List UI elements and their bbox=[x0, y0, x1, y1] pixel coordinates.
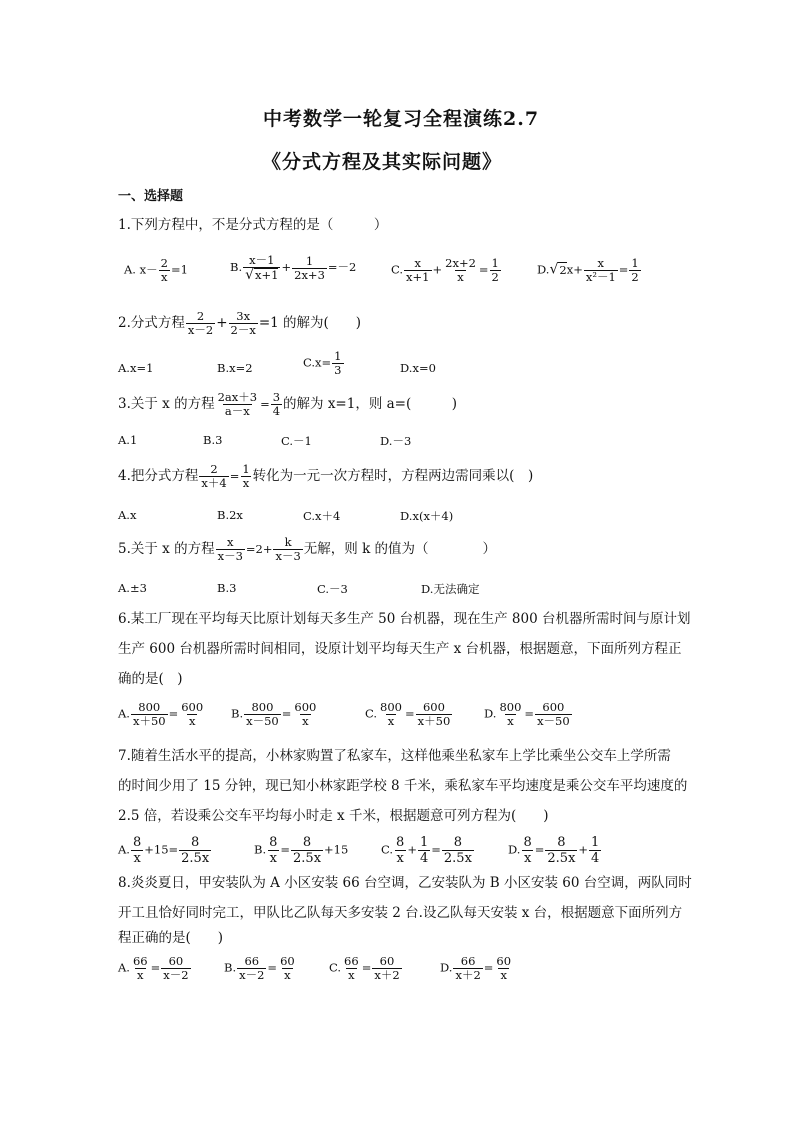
question-8-option-a: A. $\frac{66}{x}$ = $\frac{60}{x-2}$ bbox=[118, 954, 189, 982]
document-title: 中考数学一轮复习全程演练2.7 bbox=[263, 108, 540, 130]
question-4-option-d: D.x(x＋4) bbox=[400, 509, 454, 523]
question-5-stem: 5.关于 x 的方程 $\frac{x}{x-3}$ =2+ $\frac{k}{x-3}$ 无解，则 k 的值为（ ） bbox=[118, 535, 497, 563]
question-6-option-b: B. $\frac{800}{x-50}$ = $\frac{600}{x}$ bbox=[231, 700, 317, 728]
question-3-stem: 3.关于 x 的方程 $\frac{2ax+3}{a-x}$ = $\frac{3}{4}$ 的解为 x=1，则 a=( ) bbox=[118, 390, 458, 418]
question-6-line-2: 生产 600 台机器所需时间相同，设原计划平均每天生产 x 台机器，根据题意，下面所列方程正 bbox=[118, 641, 682, 657]
question-2-option-d: D.x=0 bbox=[400, 361, 436, 375]
question-4-option-c: C.x＋4 bbox=[303, 509, 341, 523]
question-1-stem: 1.下列方程中，不是分式方程的是（ ） bbox=[118, 217, 388, 233]
question-1-option-d: D.√2x+ $\frac{x}{\text{x²－1}}$ = $\frac{1}{2}$ bbox=[537, 256, 639, 284]
question-7-line-3: 2.5 倍，若设乘公交车平均每小时走 x 千米，根据题意可列方程为( ) bbox=[118, 808, 549, 824]
question-7-option-d: D. $\frac{8}{x}$ = $\frac{8}{2.5x}$ + $\frac{1}{4}$ bbox=[508, 835, 600, 866]
question-1-option-a: A. x－ $\frac{2}{x}$ =1 bbox=[124, 256, 188, 284]
question-5-option-c: C.－3 bbox=[317, 582, 348, 596]
question-7-line-1: 7.随着生活水平的提高，小林家购置了私家车，这样他乘坐私家车上学比乘坐公交车上学所需 bbox=[118, 748, 671, 764]
section-heading: 一、选择题 bbox=[118, 189, 184, 204]
question-2-option-b: B.x=2 bbox=[217, 361, 253, 375]
question-7-option-b: B. $\frac{8}{x}$ = $\frac{8}{2.5x}$ +15 bbox=[254, 835, 349, 866]
question-5-option-a: A.±3 bbox=[118, 581, 147, 595]
question-1-option-b: B. $\frac{x-1}{√x+1}$ + $\frac{1}{2x+3}$ =－2 bbox=[230, 253, 357, 283]
question-6-option-d: D. $\frac{800}{x}$ = $\frac{600}{x-50}$ bbox=[484, 700, 570, 728]
question-6-option-a: A. $\frac{800}{x+50}$ = $\frac{600}{x}$ bbox=[118, 700, 204, 728]
document-subtitle: 《分式方程及其实际问题》 bbox=[262, 151, 503, 173]
question-6-line-1: 6.某工厂现在平均每天比原计划每天多生产 50 台机器，现在生产 800 台机器所需时间与原计划 bbox=[118, 611, 691, 627]
question-2-option-c: C.x= $\frac{1}{3}$ bbox=[303, 349, 342, 377]
question-8-line-3: 程正确的是( ) bbox=[118, 930, 224, 946]
question-8-option-d: D. $\frac{66}{x+2}$ = $\frac{60}{x}$ bbox=[440, 954, 512, 982]
question-8-line-1: 8.炎炎夏日，甲安装队为 A 小区安装 66 台空调，乙安装队为 B 小区安装 60 台空调，两队同时 bbox=[118, 875, 692, 891]
question-4-option-b: B.2x bbox=[217, 508, 243, 522]
question-3-option-c: C.－1 bbox=[281, 434, 312, 448]
question-8-option-b: B. $\frac{66}{x-2}$ = $\frac{60}{x}$ bbox=[224, 954, 295, 982]
question-2-stem: 2.分式方程 $\frac{2}{x-2}$ + $\frac{3x}{2-x}$ =1 的解为( ) bbox=[118, 309, 362, 337]
question-1-option-c: C. $\frac{x}{x+1}$ + $\frac{2x+2}{x}$ = $\frac{1}{2}$ bbox=[391, 256, 499, 284]
question-7-line-2: 的时间少用了 15 分钟，现已知小林家距学校 8 千米，乘私家车平均速度是乘公交车平均速度的 bbox=[118, 778, 688, 794]
question-7-option-a: A. $\frac{8}{x}$ +15= $\frac{8}{2.5x}$ bbox=[118, 835, 210, 866]
question-4-stem: 4.把分式方程 $\frac{2}{x+4}$ = $\frac{1}{x}$ 转化为一元一次方程时，方程两边需同乘以( ) bbox=[118, 462, 534, 490]
question-2-option-a: A.x=1 bbox=[118, 361, 154, 375]
question-7-option-c: C. $\frac{8}{x}$ + $\frac{1}{4}$ = $\frac{8}{2.5x}$ bbox=[381, 835, 472, 866]
question-8-line-2: 开工且恰好同时完工，甲队比乙队每天多安装 2 台.设乙队每天安装 x 台，根据题意下面所列方 bbox=[118, 905, 683, 921]
question-6-line-3: 确的是( ) bbox=[118, 671, 183, 687]
question-4-option-a: A.x bbox=[118, 508, 137, 522]
question-3-option-d: D.－3 bbox=[380, 434, 412, 448]
question-5-option-d: D.无法确定 bbox=[421, 582, 480, 596]
question-6-option-c: C. $\frac{800}{x}$ = $\frac{600}{x+50}$ bbox=[365, 700, 451, 728]
question-8-option-c: C. $\frac{66}{x}$ = $\frac{60}{x+2}$ bbox=[329, 954, 400, 982]
question-3-option-a: A.1 bbox=[118, 433, 138, 447]
question-5-option-b: B.3 bbox=[217, 581, 237, 595]
question-3-option-b: B.3 bbox=[203, 433, 223, 447]
